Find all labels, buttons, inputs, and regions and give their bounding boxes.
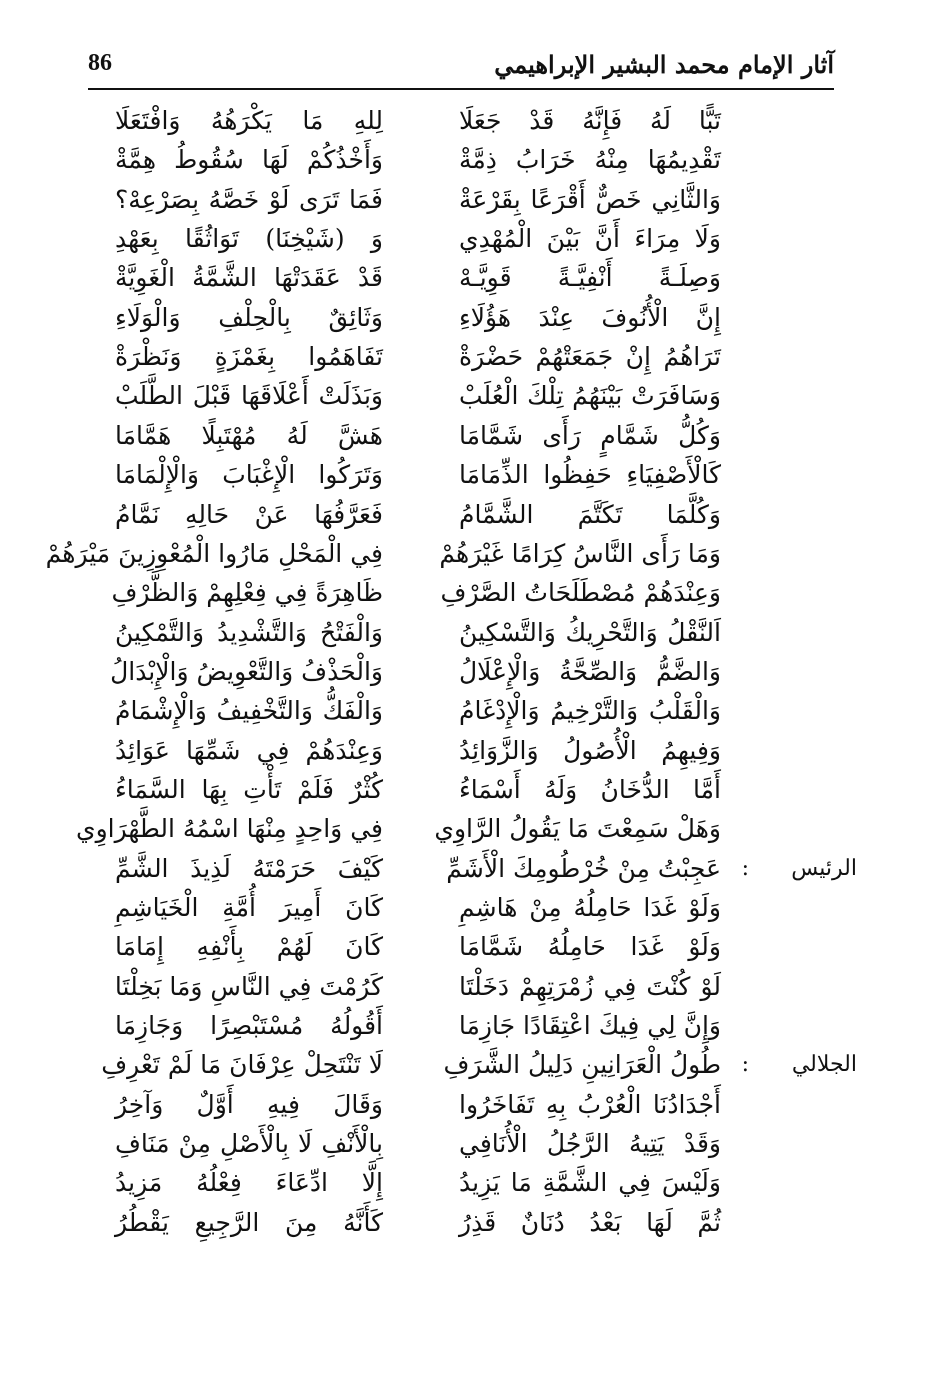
speaker-name: الرئيس	[791, 855, 857, 881]
second-hemistich: إِلَّا ادِّعَاءَ فِعْلُهُ مَزِيدُ	[115, 1168, 383, 1198]
verse-line	[0, 143, 947, 181]
verse-line	[0, 773, 947, 811]
verse-line	[0, 812, 947, 850]
speaker-colon: :	[741, 1052, 749, 1078]
second-hemistich: وَالْحَذْفُ وَالتَّعْوِيضُ وَالْإِبْدَالُ	[110, 656, 383, 686]
running-title: آثار الإمام محمد البشير الإبراهيمي	[494, 50, 834, 79]
second-hemistich: وَثَائِقٌ بِالْحِلْفِ وَالْوَلَاءِ	[115, 302, 383, 332]
first-hemistich: إِنَّ الْأُنُوفَ عِنْدَ هَؤُلَاءِ	[459, 302, 721, 332]
first-hemistich: لَوْ كُنْتَ فِي زُمْرَتِهِمْ دَخَلْتَا	[459, 971, 721, 1001]
first-hemistich: ثُمَّ لَهَا بَعْدُ دُنَانٌ قَذِرُ	[459, 1207, 721, 1237]
verse-line	[0, 970, 947, 1008]
first-hemistich: وَفِيهِمُ الْأُصُولُ وَالزَّوَائِدُ	[459, 735, 721, 765]
first-hemistich: طُولُ الْعَرَانِينِ دَلِيلُ الشَّرَفِ	[443, 1050, 721, 1080]
verse-line	[0, 261, 947, 299]
verse-line	[0, 1009, 947, 1047]
second-hemistich: أَقُولُهُ مُسْتَبْصِرًا وَجَازِمَا	[115, 1011, 383, 1041]
verse-line	[0, 458, 947, 496]
verse-line	[0, 694, 947, 732]
verse-line	[0, 379, 947, 417]
page-number: 86	[88, 50, 112, 76]
second-hemistich: بِالْأَنْفِ لَا بِالْأَصْلِ مِنْ مَنَافِ	[115, 1129, 383, 1159]
first-hemistich: وَصِلَـةً أَنْفِيَّـةً قَوِيَّـهْ	[459, 263, 721, 293]
first-hemistich: وَهَلْ سَمِعْتَ مَا يَقُولُ الرَّاوِي	[434, 814, 721, 844]
first-hemistich: كَالْأَصْفِيَاءِ حَفِظُوا الذِّمَامَا	[459, 460, 721, 490]
second-hemistich: وَعِنْدَهُمْ فِي شَمِّهَا عَوَائِدُ	[115, 735, 383, 765]
first-hemistich: وَكُلُّ شَمَّامٍ رَأَى شَمَّامَا	[459, 420, 721, 450]
verse-line	[0, 1166, 947, 1204]
second-hemistich: وَ (شَيْخِنَا) تَوَاثُقًا بِعَهْدِ	[115, 224, 383, 254]
first-hemistich: وَالضَّمُّ وَالصِّحَّةُ وَالْإِعْلَالُ	[459, 656, 721, 686]
second-hemistich: كَانَ أَمِيرَ أُمَّةِ الْخَيَاشِمِ	[115, 893, 383, 922]
first-hemistich: وَكُلَّمَا تَكَتَّمَ الشَّمَّامُ	[459, 499, 721, 529]
second-hemistich: كَرُمْتَ فِي النَّاسِ وَمَا بَخِلْتَا	[114, 971, 383, 1001]
verse-line	[0, 498, 947, 536]
verse-line	[0, 301, 947, 339]
second-hemistich: قَدْ عَقَدَتْهَا الشَّمَّةُ الْغَوِيَّةْ	[115, 263, 383, 293]
first-hemistich: وَالْقَلْبُ وَالتَّرْخِيمُ وَالْإِدْغَامُ	[459, 696, 721, 726]
first-hemistich: وَعِنْدَهُمْ مُصْطَلَحَاتُ الصَّرْفِ	[440, 578, 721, 608]
verse-line	[0, 616, 947, 654]
first-hemistich: وَالثَّانِي خَصٌّ أَقْرَعًا بِقَرْعَةْ	[459, 184, 721, 214]
verse-line	[0, 1206, 947, 1244]
verse-line	[0, 891, 947, 929]
first-hemistich: وَلَا مِرَاءَ أَنَّ بَيْنَ الْمُهْدِي	[459, 224, 721, 254]
verse-line	[0, 576, 947, 614]
second-hemistich: كَيْفَ حَرَمْتَهُ لَذِيذَ الشَّمِّ	[115, 853, 383, 883]
first-hemistich: تَقْدِيمُهَا مِنْهُ خَرَابُ ذِمَّةْ	[459, 145, 721, 175]
verse-line	[0, 183, 947, 221]
page-header	[88, 40, 834, 90]
second-hemistich: فَعَرَّفُهَا عَنْ حَالِهِ نَمَّامُ	[115, 499, 383, 529]
verse-line	[0, 104, 947, 142]
second-hemistich: وَتَرَكُوا الْإِغْبَابَ وَالْإِلْمَامَا	[115, 460, 383, 490]
first-hemistich: اَلنَّقْلُ وَالتَّحْرِيكُ وَالتَّسْكِينُ	[459, 617, 721, 647]
first-hemistich: وَلَوْ غَدَا حَامِلُهُ شَمَّامَا	[459, 932, 721, 962]
second-hemistich: لَا تَنْتَحِلْ عِرْفَانَ مَا لَمْ تَعْرِفِ	[101, 1050, 383, 1080]
second-hemistich: فَمَا تَرَى لَوْ خَصَّهُ بِصَرْعِهْ؟	[115, 184, 383, 214]
first-hemistich: تَبًّا لَهُ فَإِنَّهُ قَدْ جَعَلَا	[459, 106, 721, 135]
second-hemistich: هَشَّ لَهُ مُهْتَبِلًا هَمَّامَا	[115, 420, 383, 450]
first-hemistich: وَلَيْسَ فِي الشَّمَّةِ مَا يَزِيدُ	[459, 1168, 721, 1198]
first-hemistich: وَمَا رَأَى النَّاسُ كِرَامًا غَيْرَهُمْ	[439, 538, 721, 568]
speaker-colon: :	[741, 855, 749, 881]
verse-line	[0, 655, 947, 693]
second-hemistich: كَأَنَّهُ مِنَ الرَّجِيعِ يَقْطُرُ	[115, 1207, 383, 1237]
second-hemistich: تَفَاهَمُوا بِغَمْزَةٍ وَنَظْرَةْ	[115, 342, 383, 372]
first-hemistich: أَمَّا الدُّخَانُ وَلَهُ أَسْمَاءُ	[459, 774, 721, 804]
first-hemistich: وَقَدْ يَتِيهُ الرَّجُلُ الْأُنَافِي	[459, 1129, 721, 1159]
first-hemistich: عَجِبْتُ مِنْ خُرْطُومِكَ الْأَشَمِّ	[446, 853, 721, 883]
second-hemistich: وَأَخْذُكُمْ لَهَا سُقُوطُ هِمَّةْ	[115, 145, 383, 175]
verse-line	[0, 419, 947, 457]
verse-line	[0, 734, 947, 772]
second-hemistich: لِلهِ مَا يَكْرَهُهُ وَافْتَعَلَا	[115, 106, 383, 135]
verse-line	[0, 340, 947, 378]
second-hemistich: وَالْفَكُّ وَالتَّخْفِيفُ وَالْإِشْمَامُ	[115, 696, 383, 726]
second-hemistich: وَالْفَتْحُ وَالتَّشْدِيدُ وَالتَّمْكِينُ	[115, 617, 383, 647]
verse-line	[0, 222, 947, 260]
verse-line	[0, 1127, 947, 1165]
first-hemistich: وَلَوْ غَدَا حَامِلُهُ مِنْ هَاشِمِ	[459, 893, 721, 922]
first-hemistich: وَإِنَّ لِي فِيكَ اعْتِقَادًا جَازِمَا	[458, 1011, 721, 1041]
second-hemistich: وَبَذَلَتْ أَعْلَاقَهَا قَبْلَ الطَّلَبْ	[115, 381, 383, 411]
second-hemistich: فِي وَاحِدٍ مِنْهَا اسْمُهُ الطَّهْرَاوِي	[76, 814, 383, 844]
verse-line	[0, 852, 947, 890]
second-hemistich: ظَاهِرَةً فِي فِعْلِهِمْ وَالظَّرْفِ	[111, 578, 383, 608]
first-hemistich: وَسَافَرَتْ بَيْنَهُمُ تِلْكَ الْعُلَبْ	[459, 381, 721, 411]
second-hemistich: كَانَ لَهُمْ بِأَنْفِهِ إِمَامَا	[115, 932, 383, 962]
first-hemistich: أَجْدَادُنَا الْعُرْبُ بِهِ تَفَاخَرُوا	[459, 1089, 721, 1119]
verse-line	[0, 1048, 947, 1086]
first-hemistich: تَرَاهُمُ إِنْ جَمَعَتْهُمْ حَضْرَةْ	[459, 342, 721, 372]
second-hemistich: وَقَالَ فِيهِ أَوَّلٌ وَآخِرُ	[115, 1089, 383, 1119]
verse-line	[0, 537, 947, 575]
second-hemistich: فِي الْمَحْلِ مَارُوا الْمُعْوِزِينَ مَيْرَهُمْ	[45, 538, 383, 568]
poem-body	[0, 104, 947, 1284]
verse-line	[0, 930, 947, 968]
second-hemistich: كُثْرٌ فَلَمْ تَأْتِ بِهَا السَّمَاءُ	[115, 774, 383, 804]
verse-line	[0, 1088, 947, 1126]
speaker-name: الجلالي	[791, 1052, 857, 1078]
